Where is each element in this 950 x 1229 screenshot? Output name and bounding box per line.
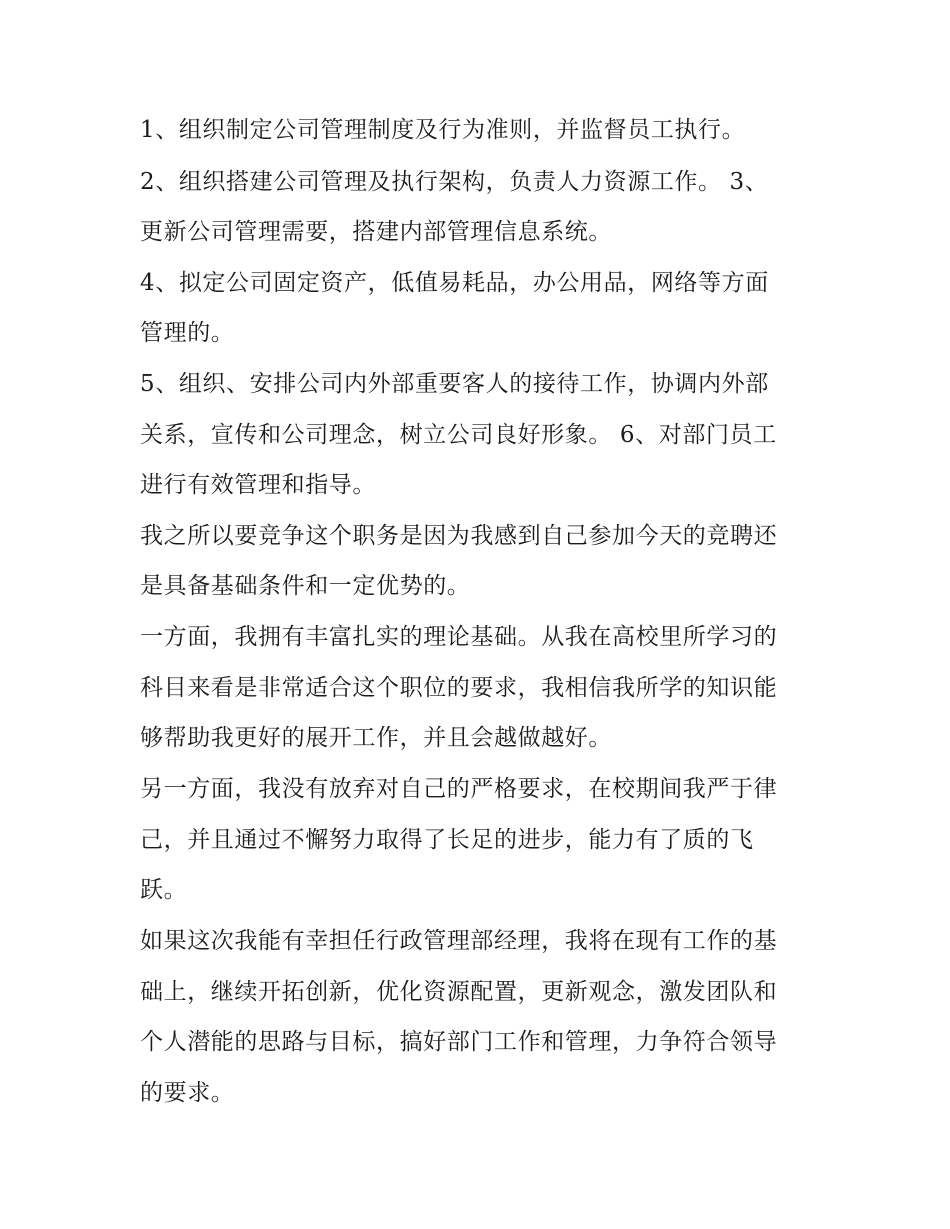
text-line: 是具备基础条件和一定优势的。 (140, 573, 471, 599)
text-line: 科目来看是非常适合这个职位的要求，我相信我所学的知识能 (140, 675, 778, 701)
text-line: 够帮助我更好的展开工作，并且会越做越好。 (140, 725, 612, 751)
text-line: 跃。 (140, 877, 188, 903)
text-line: 进行有效管理和指导。 (140, 472, 376, 498)
text-line: 4、拟定公司固定资产，低值易耗品，办公用品，网络等方面 (140, 270, 769, 296)
text-line: 1、组织制定公司管理制度及行为准则，并监督员工执行。 (140, 117, 746, 143)
text-line: 更新公司管理需要，搭建内部管理信息系统。 (140, 219, 612, 245)
text-line: 如果这次我能有幸担任行政管理部经理，我将在现有工作的基 (140, 928, 778, 954)
text-line: 管理的。 (140, 320, 235, 346)
text-line: 个人潜能的思路与目标，搞好部门工作和管理，力争符合领导 (140, 1029, 778, 1055)
text-line: 己，并且通过不懈努力取得了长足的进步，能力有了质的飞 (140, 827, 754, 853)
text-line: 我之所以要竞争这个职务是因为我感到自己参加今天的竞聘还 (140, 523, 778, 549)
text-line: 另一方面，我没有放弃对自己的严格要求，在校期间我严于律 (140, 776, 778, 802)
text-line: 的要求。 (140, 1080, 235, 1106)
text-line: 2、组织搭建公司管理及执行架构，负责人力资源工作。 3、 (140, 169, 769, 195)
text-line: 5、组织、安排公司内外部重要客人的接待工作，协调内外部 (140, 371, 769, 397)
text-line: 关系，宣传和公司理念，树立公司良好形象。 6、对部门员工 (140, 422, 777, 448)
text-line: 一方面，我拥有丰富扎实的理论基础。从我在高校里所学习的 (140, 624, 778, 650)
text-line: 础上，继续开拓创新，优化资源配置，更新观念，激发团队和 (140, 979, 778, 1005)
